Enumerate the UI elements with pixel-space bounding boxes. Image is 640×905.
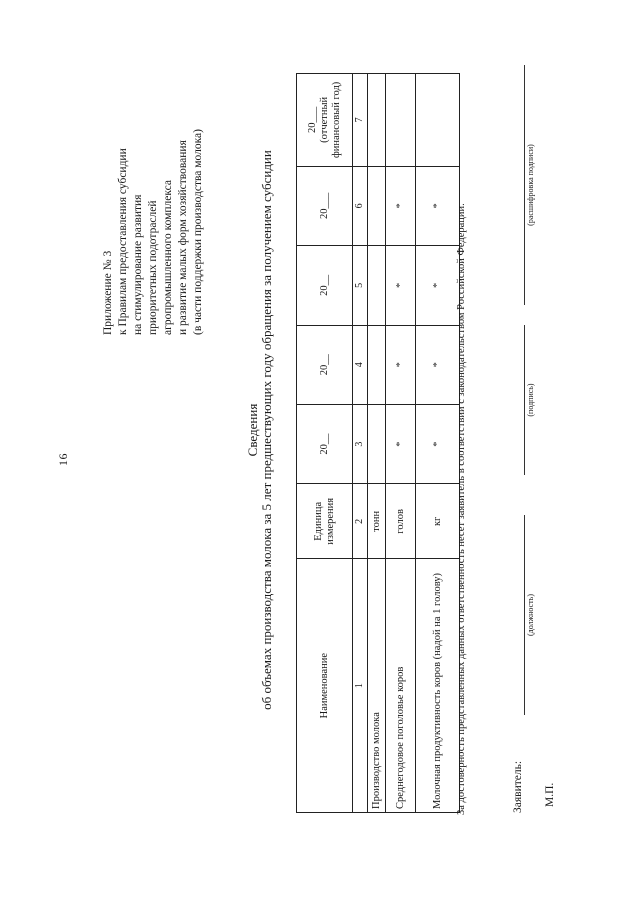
column-number: 7	[353, 74, 368, 167]
row-cell	[386, 74, 416, 167]
reporting-year-note: (отчетный финансовый год)	[318, 81, 342, 159]
reporting-year: 20___	[306, 106, 318, 133]
row-name: Молочная продуктивность коров (надой на 1 голову)	[416, 559, 460, 813]
column-number: 3	[353, 404, 368, 483]
row-cell: *	[386, 325, 416, 404]
header-year: 20__	[297, 404, 353, 483]
signature-block	[512, 55, 572, 815]
row-cell	[368, 74, 386, 167]
column-number: 1	[353, 559, 368, 813]
row-unit: тонн	[368, 484, 386, 559]
header-year: 20__	[297, 246, 353, 325]
header-year: 20___	[297, 166, 353, 245]
row-unit: голов	[386, 484, 416, 559]
appendix-line: и развитие малых форм хозяйствования	[177, 140, 189, 335]
applicant-label: Заявитель:	[512, 760, 524, 813]
responsibility-disclaimer: За достоверность представленных данных ответственность несет заявитель в соответствии с законодательством Российской Федерации.	[456, 203, 467, 815]
appendix-header	[101, 35, 206, 335]
column-number-row	[353, 74, 368, 813]
row-cell	[368, 404, 386, 483]
header-year: 20__	[297, 325, 353, 404]
row-cell	[416, 74, 460, 167]
appendix-line: на стимулирование развития	[132, 194, 144, 335]
appendix-line: Приложение № 3	[102, 250, 114, 335]
title-heading: Сведения	[245, 403, 260, 457]
table-header-row	[297, 74, 353, 813]
page-number: 16	[56, 453, 70, 466]
column-number: 5	[353, 246, 368, 325]
title-subheading: об объемах производства молока за 5 лет предшествующих году обращения за получением субсидии	[259, 150, 274, 710]
signature-line	[524, 325, 525, 475]
column-number: 4	[353, 325, 368, 404]
appendix-line: (в части поддержки производства молока)	[192, 129, 204, 335]
signature-caption: (подпись)	[526, 383, 535, 417]
table-row	[368, 74, 386, 813]
appendix-line: к Правилам предоставления субсидии	[117, 148, 129, 335]
milk-production-table	[296, 73, 460, 813]
seal-label: М.П.	[544, 782, 556, 807]
header-name: Наименование	[297, 559, 353, 813]
row-cell: *	[386, 246, 416, 325]
document-title	[246, 80, 274, 780]
name-caption: (расшифровка подписи)	[526, 144, 535, 226]
row-cell: *	[386, 166, 416, 245]
rotated-page-content	[0, 20, 556, 840]
row-cell: *	[386, 404, 416, 483]
name-line	[524, 65, 525, 305]
row-cell: *	[416, 325, 460, 404]
appendix-line: агропромышленного комплекса	[162, 179, 174, 335]
column-number: 6	[353, 166, 368, 245]
position-line	[524, 515, 525, 715]
appendix-line: приоритетных подотраслей	[147, 200, 159, 335]
header-reporting-year	[297, 74, 353, 167]
header-unit: Единица измерения	[297, 484, 353, 559]
row-name: Производство молока	[368, 559, 386, 813]
column-number: 2	[353, 484, 368, 559]
table-row	[386, 74, 416, 813]
row-cell	[368, 325, 386, 404]
row-cell	[368, 166, 386, 245]
position-caption: (должность)	[526, 594, 535, 636]
row-cell	[368, 246, 386, 325]
row-cell: *	[416, 404, 460, 483]
row-cell: *	[416, 246, 460, 325]
table-row	[416, 74, 460, 813]
row-unit: кг	[416, 484, 460, 559]
row-name: Среднегодовое поголовье коров	[386, 559, 416, 813]
row-cell: *	[416, 166, 460, 245]
